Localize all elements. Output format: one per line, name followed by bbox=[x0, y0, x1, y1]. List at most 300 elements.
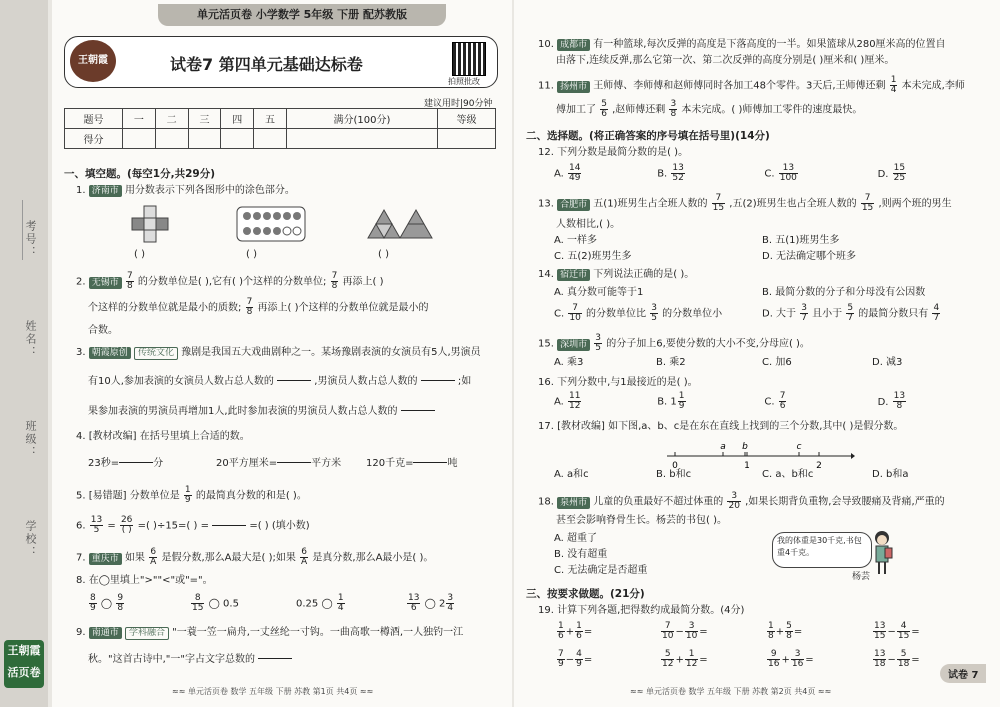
region-tag: 济南市 bbox=[89, 185, 122, 197]
question-2-line2 bbox=[88, 298, 428, 317]
q12-options bbox=[554, 164, 974, 183]
point-label: a bbox=[720, 442, 726, 452]
fraction bbox=[184, 486, 192, 505]
fraction bbox=[116, 594, 124, 613]
region-tag: 无锡市 bbox=[89, 277, 122, 289]
point-label: b bbox=[742, 442, 748, 452]
fraction bbox=[779, 164, 798, 183]
fraction-num: 1 bbox=[337, 593, 344, 603]
question-6: 6. $\frac{13}{5}$ = $\frac{26}{( )}$ =( )÷15=( ) = =( ) (填小数) bbox=[76, 515, 310, 535]
fraction-den: A bbox=[150, 557, 157, 567]
fraction-num: 6 bbox=[150, 547, 157, 557]
q-text: 23秒= bbox=[88, 458, 120, 469]
fraction-den: 4 bbox=[447, 603, 454, 613]
calc-item: $\frac{9}{16}$ + $\frac{3}{16}$ = bbox=[768, 649, 814, 669]
axis-label: 0 bbox=[672, 461, 678, 470]
option-letter: B. bbox=[657, 168, 668, 180]
q-number: 1. bbox=[76, 185, 86, 196]
fraction-blank[interactable] bbox=[421, 372, 455, 390]
option-b[interactable]: B. b和c bbox=[656, 469, 692, 480]
binding-strip bbox=[0, 0, 48, 707]
speech-bubble: 我的体重是30千克,书包重4千克。 bbox=[772, 532, 872, 568]
fraction-num: 3 bbox=[670, 99, 677, 109]
score-cell[interactable] bbox=[155, 129, 188, 149]
axis-label: 1 bbox=[744, 461, 750, 470]
fraction: $\frac{3}{7}$ bbox=[801, 303, 807, 323]
fraction-den: 15 bbox=[192, 603, 204, 613]
compare-circle[interactable]: ◯ bbox=[100, 598, 113, 610]
calc-item: $\frac{1}{6}$ + $\frac{1}{6}$ = bbox=[558, 621, 593, 641]
fraction bbox=[779, 392, 787, 411]
fraction bbox=[126, 272, 134, 291]
q-text: 用分数表示下列各图形中的涂色部分。 bbox=[124, 185, 295, 196]
calc-item: $\frac{5}{12}$ + $\frac{1}{12}$ = bbox=[662, 649, 708, 669]
fraction bbox=[568, 392, 581, 411]
q-number: 16. bbox=[538, 377, 554, 388]
fraction-den: 6 bbox=[410, 603, 417, 613]
score-cell[interactable] bbox=[123, 129, 156, 149]
q-number: 7. bbox=[76, 552, 86, 564]
q-text: 果参加表演的男演员再增加1人,此时参加表演的男演员人数占总人数的 bbox=[88, 406, 398, 417]
region-tag: 泉州市 bbox=[557, 497, 590, 509]
q-text: 的最简真分数的和是( )。 bbox=[195, 490, 307, 502]
fraction-num: 11 bbox=[569, 391, 581, 401]
page-footer: ≈≈ 单元活页卷 数学 五年级 下册 苏教 第1页 共4页 ≈≈ bbox=[172, 687, 374, 696]
option-b[interactable]: B. 乘2 bbox=[656, 357, 686, 368]
fraction-num: 7 bbox=[126, 271, 133, 281]
q-number: 10. bbox=[538, 39, 554, 50]
region-tag: 成都市 bbox=[557, 39, 590, 51]
option-a[interactable]: A. 超重了 bbox=[554, 533, 598, 544]
question-11 bbox=[538, 76, 965, 95]
fraction-num: 1 bbox=[184, 485, 191, 495]
q-text: 0.5 bbox=[223, 598, 239, 610]
option-c[interactable]: C. 五(2)班男生多 bbox=[554, 251, 632, 262]
question-3-line3 bbox=[88, 402, 435, 420]
question-14 bbox=[538, 268, 694, 282]
score-cell[interactable] bbox=[437, 129, 495, 149]
score-cell[interactable] bbox=[254, 129, 287, 149]
person-name: 杨芸 bbox=[852, 572, 871, 582]
fraction-num: 7 bbox=[779, 391, 786, 401]
fraction-den: 100 bbox=[779, 173, 797, 183]
region-tag: 合肥市 bbox=[557, 199, 590, 211]
option-a[interactable]: A. 一样多 bbox=[554, 235, 598, 246]
q-text: 本未完成,李师 bbox=[901, 80, 965, 92]
class-field: 班级： bbox=[24, 420, 37, 459]
q-text: 甚至会影响脊骨生长。杨芸的书包( )。 bbox=[556, 515, 727, 526]
fraction bbox=[89, 594, 97, 613]
option-letter: D. bbox=[877, 168, 889, 180]
compare-item bbox=[296, 594, 346, 613]
fraction-num: 3 bbox=[727, 492, 740, 502]
fraction bbox=[678, 392, 686, 411]
q-text: 儿童的负重最好不超过体重的 bbox=[593, 496, 724, 508]
topic-tag: 学科融合 bbox=[125, 627, 169, 640]
score-header: 满分(100分) bbox=[286, 109, 437, 129]
q-number: 6. bbox=[76, 520, 86, 532]
score-header: 五 bbox=[254, 109, 287, 129]
q-text: 由落下,连续反弹,那么它第一次、第二次反弹的高度分别是( )厘米和( )厘米。 bbox=[556, 55, 895, 66]
question-2 bbox=[76, 272, 383, 291]
q-number: 12. bbox=[538, 147, 554, 158]
exam-number-field: 考号： bbox=[24, 220, 37, 259]
option-a[interactable] bbox=[554, 164, 654, 183]
option-c[interactable]: C. 无法确定是否超重 bbox=[554, 565, 648, 576]
fraction-blank[interactable] bbox=[212, 517, 246, 535]
answer-blank[interactable]: ( ) bbox=[134, 249, 145, 260]
question-19 bbox=[538, 604, 744, 618]
q-text: 是真分数,那么A最小是( )。 bbox=[312, 552, 434, 564]
question-9-line2 bbox=[88, 650, 292, 668]
fraction-den: 8 bbox=[117, 603, 124, 613]
option-a[interactable]: A. 真分数可能等于1 bbox=[554, 287, 644, 298]
fraction bbox=[712, 194, 725, 213]
fraction bbox=[191, 594, 204, 613]
question-8 bbox=[76, 574, 213, 588]
q-text: 是假分数,那么A最大是( );如果 bbox=[161, 552, 296, 564]
q-text: 的分数单位比 bbox=[586, 308, 646, 320]
q-text: 吨 bbox=[447, 458, 458, 469]
fraction: $\frac{3}{5}$ bbox=[651, 303, 657, 323]
fraction-den: 6 bbox=[779, 401, 786, 411]
question-5 bbox=[76, 486, 307, 505]
q-text: 在括号里填上合适的数。 bbox=[139, 431, 250, 442]
question-4 bbox=[76, 430, 250, 444]
fraction bbox=[446, 594, 454, 613]
q-number: 11. bbox=[538, 80, 554, 92]
question-15 bbox=[538, 334, 810, 353]
fraction bbox=[890, 76, 898, 95]
conversion-item bbox=[216, 454, 341, 472]
score-header: 题号 bbox=[65, 109, 123, 129]
option-c[interactable] bbox=[764, 392, 874, 411]
section-2-heading: 二、选择题。(将正确答案的序号填在括号里)(14分) bbox=[526, 130, 770, 142]
compare-item bbox=[406, 594, 455, 613]
school-field: 学校： bbox=[24, 520, 37, 559]
option-d[interactable] bbox=[877, 391, 908, 411]
q-number: 9. bbox=[76, 627, 86, 638]
point-label: c bbox=[796, 442, 802, 452]
q-number: 3. bbox=[76, 347, 86, 358]
publisher-logo: 王朝霞 bbox=[70, 40, 116, 82]
score-header: 二 bbox=[155, 109, 188, 129]
region-tag: 深圳市 bbox=[557, 339, 590, 351]
fraction-num: 7 bbox=[331, 271, 338, 281]
fraction-num: 7 bbox=[712, 194, 725, 204]
fraction bbox=[568, 164, 581, 183]
option-d[interactable] bbox=[762, 304, 941, 323]
option-letter: C. bbox=[764, 396, 775, 408]
fraction-den: 5 bbox=[595, 343, 602, 353]
question-7 bbox=[76, 548, 433, 567]
dot-grid-figure bbox=[236, 206, 306, 242]
fraction-num: 14 bbox=[569, 163, 581, 173]
girl-illustration bbox=[870, 530, 894, 576]
q-text: "一蓑一笠一扁舟,一丈丝纶一寸钩。一曲高歌一樽酒,一人独钓一江 bbox=[172, 627, 464, 638]
q-text: 秋。"这首古诗中,"一"字占文字总数的 bbox=[88, 654, 255, 665]
fraction bbox=[669, 100, 677, 119]
option-d[interactable]: D. b和a bbox=[872, 469, 909, 480]
score-header: 一 bbox=[123, 109, 156, 129]
option-d[interactable]: D. 减3 bbox=[872, 357, 903, 368]
option-c[interactable]: C. a、b和c bbox=[762, 469, 814, 480]
compare-circle[interactable]: ◯ bbox=[321, 598, 333, 610]
option-b[interactable]: B. 没有超重 bbox=[554, 549, 608, 560]
q-text: 下列分数是最简分数的是( )。 bbox=[557, 147, 689, 158]
qr-code-icon[interactable] bbox=[452, 42, 486, 76]
question-18 bbox=[538, 492, 945, 511]
fraction bbox=[407, 594, 420, 613]
fraction bbox=[331, 272, 339, 291]
fraction bbox=[90, 516, 103, 535]
q-text: 计算下列各题,把得数约成最简分数。(4分) bbox=[557, 605, 745, 616]
region-tag: 扬州市 bbox=[557, 81, 590, 93]
fraction: $\frac{7}{10}$ bbox=[569, 303, 581, 323]
option-letter: A. bbox=[554, 168, 564, 180]
q-text: 傅加工了 bbox=[556, 104, 596, 116]
qr-label: 拍照批改 bbox=[448, 77, 480, 86]
q-text: 的分数单位小 bbox=[662, 308, 723, 320]
question-17 bbox=[538, 420, 903, 434]
fraction bbox=[300, 548, 308, 567]
region-tag: 宿迁市 bbox=[557, 269, 590, 281]
option-b[interactable]: B. 五(1)班男生多 bbox=[762, 235, 840, 246]
fraction-num: 13 bbox=[408, 593, 420, 603]
question-13 bbox=[538, 194, 952, 213]
fraction-num: 7 bbox=[861, 194, 874, 204]
option-c[interactable]: C. 加6 bbox=[762, 357, 792, 368]
q-text: 120千克= bbox=[366, 458, 414, 469]
source-tag: [教材改编] bbox=[88, 431, 137, 442]
fraction-blank[interactable] bbox=[401, 402, 435, 420]
q-text: 0.25 bbox=[296, 598, 319, 610]
page-title: 试卷7 第四单元基础达标卷 bbox=[170, 55, 363, 74]
option-letter: C. bbox=[554, 308, 565, 320]
q-number: 5. bbox=[76, 490, 86, 502]
score-label: 得分 bbox=[65, 129, 123, 149]
q-text: =( )÷15=( ) bbox=[137, 520, 198, 532]
triangle-figure bbox=[366, 208, 436, 240]
fraction: $\frac{5}{7}$ bbox=[847, 303, 854, 323]
fraction-den: 25 bbox=[893, 173, 906, 183]
question-9 bbox=[76, 626, 463, 640]
option-b[interactable] bbox=[657, 164, 761, 183]
q-text: ;如 bbox=[457, 376, 472, 387]
calc-item: $\frac{7}{10}$ − $\frac{3}{10}$ = bbox=[662, 621, 708, 641]
fraction-blank[interactable] bbox=[413, 454, 447, 472]
compare-item bbox=[88, 594, 125, 613]
fraction bbox=[337, 594, 345, 613]
question-11-line2 bbox=[556, 100, 862, 119]
option-a[interactable] bbox=[554, 392, 654, 411]
fraction-den: 8 bbox=[670, 109, 677, 119]
q-text: 人数相比,( )。 bbox=[556, 219, 621, 230]
q-text: 分 bbox=[153, 458, 164, 469]
q-text: 2 bbox=[439, 598, 446, 610]
fraction-num: 3 bbox=[595, 333, 602, 343]
compare-circle[interactable]: ◯ bbox=[208, 598, 220, 610]
score-header: 等级 bbox=[437, 109, 495, 129]
q-text: ,如果长期背负重物,会导致腰痛及背痛,严重的 bbox=[745, 496, 945, 508]
q-text: 分数单位是 bbox=[129, 490, 180, 502]
section-3-heading: 三、按要求做题。(21分) bbox=[526, 588, 645, 600]
calc-item: $\frac{13}{15}$ − $\frac{4}{15}$ = bbox=[874, 621, 920, 641]
fraction-den: 4 bbox=[890, 85, 897, 95]
fraction-den: 52 bbox=[672, 173, 684, 183]
q-text: 豫剧是我国五大戏曲剧种之一。某场豫剧表演的女演员有5人,男演员 bbox=[181, 347, 481, 358]
answer-blank[interactable]: ( ) bbox=[378, 249, 389, 260]
fraction-den: 9 bbox=[678, 401, 685, 411]
q-text: 如下图,a、b、c是在东在直线上找到的三个分数,其中( )是假分数。 bbox=[608, 421, 904, 432]
source-tag: [易错题] bbox=[88, 490, 127, 502]
fraction-den: 15 bbox=[712, 203, 725, 213]
option-c[interactable] bbox=[554, 304, 722, 323]
q-number: 2. bbox=[76, 276, 86, 288]
q-text: D. 大于 bbox=[762, 308, 797, 320]
q-text: ,则两个班的男生 bbox=[878, 198, 952, 210]
fraction-num: 13 bbox=[672, 163, 684, 173]
q-text: 再添上( )个这样的分数单位就是最小的 bbox=[257, 302, 429, 314]
option-d[interactable]: D. 无法确定哪个班多 bbox=[762, 251, 857, 262]
calc-item: $\frac{1}{8}$ + $\frac{5}{8}$ = bbox=[768, 621, 803, 641]
option-a[interactable]: A. 乘3 bbox=[554, 357, 584, 368]
q-text: 平方米 bbox=[311, 458, 342, 469]
fraction: $\frac{4}{7}$ bbox=[933, 303, 940, 323]
score-cell[interactable] bbox=[188, 129, 221, 149]
q-number: 4. bbox=[76, 431, 86, 442]
fraction bbox=[594, 334, 602, 353]
region-tag: 南通市 bbox=[89, 627, 122, 639]
region-tag: 重庆市 bbox=[89, 553, 122, 565]
conversion-item bbox=[366, 454, 457, 472]
q-number: 18. bbox=[538, 496, 554, 508]
fraction-den: 8 bbox=[246, 307, 253, 317]
fraction-num: 7 bbox=[246, 297, 253, 307]
q-text: 五(1)班男生占全班人数的 bbox=[593, 198, 708, 210]
topic-tag: 传统文化 bbox=[134, 347, 178, 360]
score-cell[interactable] bbox=[286, 129, 437, 149]
axis-label: 2 bbox=[816, 461, 822, 470]
score-header: 三 bbox=[188, 109, 221, 129]
fraction-blank[interactable] bbox=[258, 650, 292, 668]
fraction-den: 9 bbox=[184, 495, 191, 505]
page-footer: ≈≈ 单元活页卷 数学 五年级 下册 苏教 第2页 共4页 ≈≈ bbox=[630, 687, 832, 696]
calc-item: $\frac{13}{18}$ − $\frac{5}{18}$ = bbox=[874, 649, 920, 669]
fraction-num: 1 bbox=[678, 391, 685, 401]
fraction-num: 8 bbox=[90, 593, 96, 603]
exam-number-badge: 试卷 7 bbox=[940, 664, 986, 683]
fraction-den: 49 bbox=[569, 173, 581, 183]
fraction-num: 8 bbox=[191, 594, 204, 604]
question-10 bbox=[538, 38, 946, 52]
q-text: ,男演员人数占总人数的 bbox=[314, 376, 418, 387]
fraction-den: 8 bbox=[896, 401, 903, 411]
fraction-num: 26 bbox=[120, 515, 133, 525]
option-b[interactable]: B. 最简分数的分子和分母没有公因数 bbox=[762, 287, 926, 298]
fraction bbox=[893, 392, 906, 411]
option-d[interactable] bbox=[877, 163, 908, 183]
calc-item: $\frac{7}{9}$ − $\frac{4}{9}$ = bbox=[558, 649, 593, 669]
brand-logo: 王朝霞 活页卷 bbox=[4, 640, 44, 688]
fraction-den: 12 bbox=[569, 401, 581, 411]
fraction-num: 9 bbox=[117, 593, 124, 603]
fraction-num: 1 bbox=[890, 75, 897, 85]
q-text: 的分数单位是( ),它有( )个这样的分数单位; bbox=[137, 276, 327, 288]
name-field: 姓名： bbox=[24, 320, 37, 359]
section-1-heading: 一、填空题。(每空1分,共29分) bbox=[64, 168, 216, 180]
fraction-den: 9 bbox=[90, 603, 96, 613]
answer-blank[interactable]: ( ) bbox=[246, 249, 257, 260]
fraction bbox=[671, 164, 684, 183]
fraction bbox=[149, 548, 157, 567]
compare-circle[interactable]: ◯ bbox=[424, 598, 436, 610]
q-text: 下列说法正确的是( )。 bbox=[593, 269, 695, 280]
score-table bbox=[64, 108, 496, 149]
q-number: 15. bbox=[538, 338, 554, 350]
fraction-blank[interactable] bbox=[277, 372, 311, 390]
q-text: 合数。 bbox=[88, 325, 118, 336]
series-banner: 单元活页卷 小学数学 5年级 下册 配苏教版 bbox=[158, 4, 446, 26]
q-text: 在◯里填上">""<"或"="。 bbox=[88, 575, 213, 586]
fraction-blank[interactable] bbox=[277, 454, 311, 472]
time-note: 建议用时|90分钟 bbox=[424, 99, 493, 109]
fraction bbox=[893, 164, 906, 183]
number-line bbox=[665, 440, 855, 470]
fraction-blank[interactable] bbox=[119, 454, 153, 472]
question-12 bbox=[538, 146, 688, 160]
option-letter: D. bbox=[877, 396, 889, 408]
fraction-num: 5 bbox=[601, 99, 607, 109]
fraction bbox=[600, 100, 608, 119]
option-c[interactable] bbox=[764, 164, 874, 183]
fraction-den: 20 bbox=[728, 501, 740, 511]
fraction-den: 8 bbox=[126, 281, 133, 291]
fraction: $\frac{26}{( )}$ bbox=[120, 515, 133, 535]
fraction-den: 15 bbox=[861, 203, 874, 213]
fraction bbox=[861, 194, 874, 213]
q-text: 再添上( ) bbox=[342, 276, 384, 288]
fraction bbox=[246, 298, 254, 317]
source-tag: [教材改编] bbox=[557, 421, 605, 432]
fraction-num: 6 bbox=[301, 547, 307, 557]
q-text: ,赵师傅还剩 bbox=[612, 104, 666, 116]
fraction-den: 4 bbox=[337, 603, 344, 613]
q-number: 13. bbox=[538, 198, 554, 210]
q-text: 20平方厘米= bbox=[216, 458, 278, 469]
q-text: 有一种篮球,每次反弹的高度是下落高度的一半。如果篮球从280厘米高的位置自 bbox=[593, 39, 946, 50]
option-a[interactable]: A. a和c bbox=[554, 469, 589, 480]
q-text: 王师傅、李师傅和赵师傅同时各加工48个零件。3天后,王师傅还剩 bbox=[593, 80, 886, 92]
question-3 bbox=[76, 346, 481, 360]
fraction-den: 6 bbox=[601, 109, 607, 119]
score-header: 四 bbox=[221, 109, 254, 129]
option-letter: C. bbox=[764, 168, 775, 180]
q-text: 的分子加上6,要使分数的大小不变,分母应( )。 bbox=[606, 338, 810, 350]
region-tag: 朝霞原创 bbox=[89, 347, 131, 359]
q-text: 下列分数中,与1最接近的是( )。 bbox=[557, 377, 698, 388]
fraction-num: 3 bbox=[447, 593, 454, 603]
cross-shape-figure bbox=[130, 204, 170, 244]
score-cell[interactable] bbox=[221, 129, 254, 149]
compare-item bbox=[190, 594, 239, 613]
fraction-num: 13 bbox=[779, 164, 798, 174]
question-1 bbox=[76, 184, 295, 198]
option-b[interactable] bbox=[657, 392, 761, 411]
q-text: 有10人,参加表演的女演员人数占总人数的 bbox=[88, 376, 274, 387]
fraction-num: 13 bbox=[893, 391, 906, 401]
q-text: 如果 bbox=[124, 552, 145, 564]
